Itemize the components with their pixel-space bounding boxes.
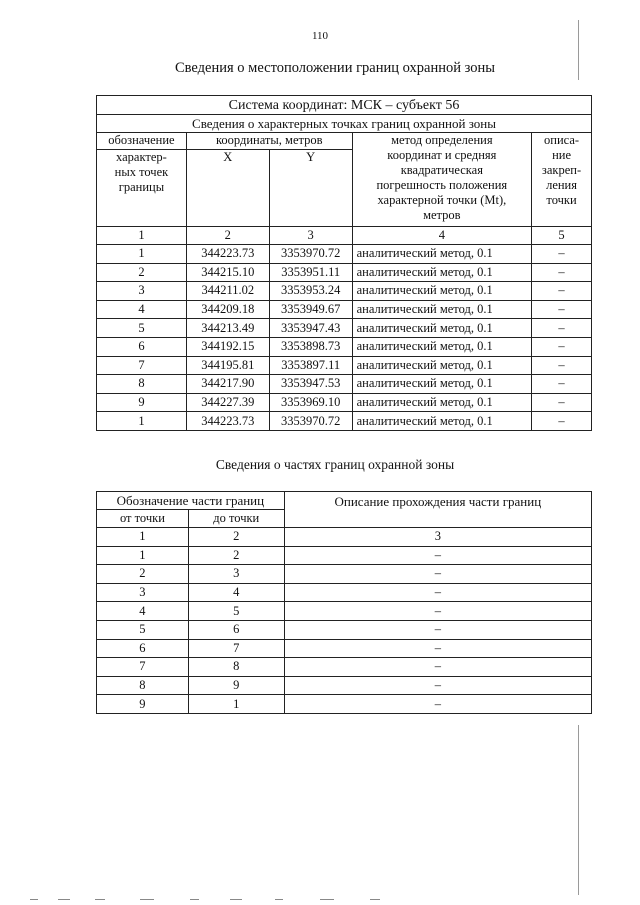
column-number: 4 <box>352 227 531 245</box>
desc-cell: – <box>532 282 592 301</box>
table-row <box>97 620 592 639</box>
column-number: 5 <box>532 227 592 245</box>
coords-column-header: координаты, метров <box>186 133 352 150</box>
method-cell: аналитический метод, 0.1 <box>352 375 531 394</box>
y-cell: 3353953.24 <box>269 282 352 301</box>
y-column-header: Y <box>269 150 352 227</box>
coordinate-system-label: Система координат: МСК – субъект 56 <box>97 96 592 115</box>
y-cell: 3353951.11 <box>269 263 352 282</box>
table-row <box>97 583 592 602</box>
from-cell: 9 <box>97 695 189 714</box>
page-number: 110 <box>311 30 329 42</box>
method-cell: аналитический метод, 0.1 <box>352 282 531 301</box>
table-row <box>97 393 592 412</box>
x-cell: 344195.81 <box>186 356 269 375</box>
method-cell: аналитический метод, 0.1 <box>352 245 531 264</box>
method-cell: аналитический метод, 0.1 <box>352 300 531 319</box>
page-heading: Сведения о местоположении границ охранной зоны <box>174 60 495 76</box>
point-cell: 1 <box>97 245 187 264</box>
part-desc-cell: – <box>284 658 591 677</box>
desc-cell: – <box>532 412 592 431</box>
part-desc-cell: – <box>284 583 591 602</box>
part-desc-cell: – <box>284 565 591 584</box>
desc-column-header: описа- ние закреп- ления точки <box>532 133 592 227</box>
to-cell: 7 <box>188 639 284 658</box>
coordinate-table-subtitle: Сведения о характерных точках границ охранной зоны <box>97 115 592 133</box>
table-row <box>97 658 592 677</box>
part-desc-cell: – <box>284 695 591 714</box>
desc-cell: – <box>532 393 592 412</box>
table-row <box>97 676 592 695</box>
from-cell: 8 <box>97 676 189 695</box>
point-cell: 6 <box>97 337 187 356</box>
table-row <box>97 356 592 375</box>
to-cell: 9 <box>188 676 284 695</box>
desc-cell: – <box>532 300 592 319</box>
to-cell: 3 <box>188 565 284 584</box>
table-row <box>97 319 592 338</box>
x-cell: 344223.73 <box>186 245 269 264</box>
to-cell: 5 <box>188 602 284 621</box>
desc-cell: – <box>532 337 592 356</box>
table-row <box>97 300 592 319</box>
point-cell: 7 <box>97 356 187 375</box>
point-cell: 3 <box>97 282 187 301</box>
y-cell: 3353969.10 <box>269 393 352 412</box>
point-cell: 2 <box>97 263 187 282</box>
column-number: 1 <box>97 227 187 245</box>
column-number: 2 <box>186 227 269 245</box>
to-cell: 1 <box>188 695 284 714</box>
scan-margin-line <box>578 20 579 80</box>
part-desc-cell: – <box>284 676 591 695</box>
point-cell: 8 <box>97 375 187 394</box>
desc-cell: – <box>532 263 592 282</box>
table-row <box>97 337 592 356</box>
table-row <box>97 282 592 301</box>
y-cell: 3353947.43 <box>269 319 352 338</box>
part-desc-cell: – <box>284 639 591 658</box>
table-row <box>97 375 592 394</box>
from-cell: 2 <box>97 565 189 584</box>
from-cell: 5 <box>97 620 189 639</box>
point-cell: 9 <box>97 393 187 412</box>
method-cell: аналитический метод, 0.1 <box>352 319 531 338</box>
point-column-header-rest: характер- ных точек границы <box>97 150 187 227</box>
y-cell: 3353970.72 <box>269 245 352 264</box>
part-desc-cell: – <box>284 620 591 639</box>
from-cell: 3 <box>97 583 189 602</box>
x-cell: 344211.02 <box>186 282 269 301</box>
x-column-header: X <box>186 150 269 227</box>
parts-heading: Сведения о частях границ охранной зоны <box>215 457 455 472</box>
to-cell: 4 <box>188 583 284 602</box>
x-cell: 344213.49 <box>186 319 269 338</box>
table-row <box>97 528 592 547</box>
y-cell: 3353898.73 <box>269 337 352 356</box>
to-cell: 8 <box>188 658 284 677</box>
table-row <box>97 546 592 565</box>
y-cell: 3353947.53 <box>269 375 352 394</box>
point-cell: 1 <box>97 412 187 431</box>
part-desc-cell: – <box>284 546 591 565</box>
part-desc-cell: – <box>284 602 591 621</box>
method-cell: аналитический метод, 0.1 <box>352 337 531 356</box>
from-column-header: от точки <box>97 510 189 528</box>
boundary-parts-table <box>96 491 592 714</box>
desc-cell: – <box>532 375 592 394</box>
y-cell: 3353897.11 <box>269 356 352 375</box>
to-cell: 2 <box>188 528 284 547</box>
from-cell: 7 <box>97 658 189 677</box>
table-row <box>97 565 592 584</box>
parts-desc-column-header: Описание прохождения части границ <box>284 492 591 528</box>
x-cell: 344209.18 <box>186 300 269 319</box>
to-column-header: до точки <box>188 510 284 528</box>
point-cell: 4 <box>97 300 187 319</box>
to-cell: 2 <box>188 546 284 565</box>
method-cell: аналитический метод, 0.1 <box>352 393 531 412</box>
x-cell: 344217.90 <box>186 375 269 394</box>
scan-edge-dots <box>0 896 640 902</box>
x-cell: 344223.73 <box>186 412 269 431</box>
table-row <box>97 263 592 282</box>
x-cell: 344227.39 <box>186 393 269 412</box>
desc-cell: – <box>532 319 592 338</box>
from-cell: 1 <box>97 546 189 565</box>
from-cell: 4 <box>97 602 189 621</box>
table-row <box>97 639 592 658</box>
point-column-header: обозначение <box>97 133 187 150</box>
y-cell: 3353949.67 <box>269 300 352 319</box>
parts-column-header: Обозначение части границ <box>97 492 285 510</box>
method-column-header: метод определения координат и средняя квадратическая погрешность положения характерной точки (Mt), метров <box>352 133 531 227</box>
scan-margin-line <box>578 725 579 895</box>
desc-cell: – <box>532 356 592 375</box>
table-row <box>97 412 592 431</box>
point-cell: 5 <box>97 319 187 338</box>
x-cell: 344192.15 <box>186 337 269 356</box>
part-desc-cell: 3 <box>284 528 591 547</box>
table-row <box>97 602 592 621</box>
to-cell: 6 <box>188 620 284 639</box>
y-cell: 3353970.72 <box>269 412 352 431</box>
table-row <box>97 695 592 714</box>
method-cell: аналитический метод, 0.1 <box>352 263 531 282</box>
column-number: 3 <box>269 227 352 245</box>
desc-cell: – <box>532 245 592 264</box>
method-cell: аналитический метод, 0.1 <box>352 412 531 431</box>
coordinates-table <box>96 95 592 431</box>
from-cell: 6 <box>97 639 189 658</box>
x-cell: 344215.10 <box>186 263 269 282</box>
from-cell: 1 <box>97 528 189 547</box>
table-row <box>97 245 592 264</box>
method-cell: аналитический метод, 0.1 <box>352 356 531 375</box>
